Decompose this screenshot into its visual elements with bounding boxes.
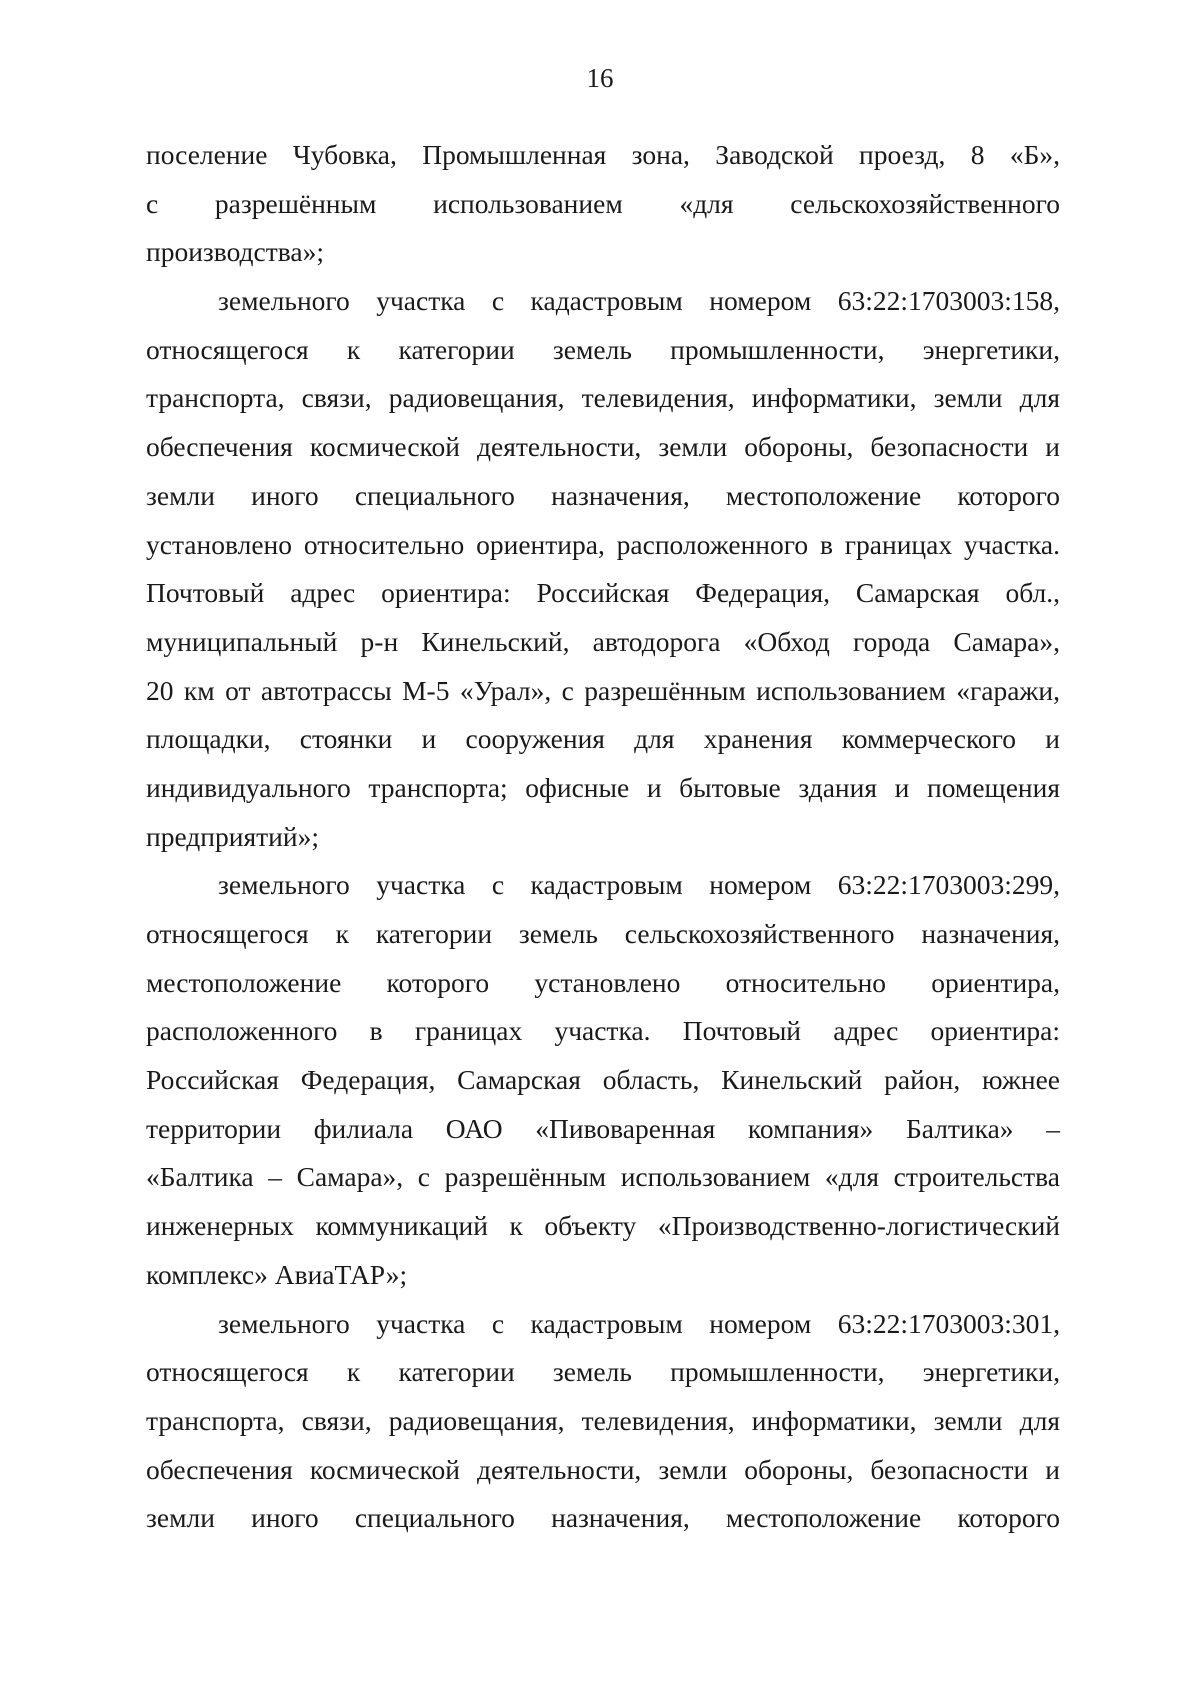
text-line: расположенного в границах участка. Почтовый адрес ориентира: [146, 1015, 1060, 1047]
text-line: обеспечения космической деятельности, земли обороны, безопасности и [146, 1453, 1060, 1485]
text-line: местоположение которого установлено относительно ориентира, [146, 966, 1060, 998]
text-line: территории филиала ОАО «Пивоваренная компания» Балтика» – [146, 1112, 1060, 1144]
text-line: площадки, стоянки и сооружения для хранения коммерческого и [146, 723, 1060, 755]
text-line: относящегося к категории земель промышленности, энергетики, [146, 1356, 1060, 1388]
text-line: земельного участка с кадастровым номером 63:22:1703003:158, [218, 285, 1060, 317]
text-line: транспорта, связи, радиовещания, телевидения, информатики, земли для [146, 1404, 1060, 1436]
text-line: комплекс» АвиаТАР»; [146, 1258, 408, 1290]
text-line: производства»; [146, 236, 324, 268]
text-line: земли иного специального назначения, местоположение которого [146, 479, 1060, 511]
text-line: 20 км от автотрассы М-5 «Урал», с разрешённым использованием «гаражи, [146, 674, 1060, 706]
text-line: предприятий»; [146, 820, 319, 852]
document-body [146, 131, 1060, 1543]
text-line: индивидуального транспорта; офисные и бытовые здания и помещения [146, 771, 1060, 803]
text-line: муниципальный р-н Кинельский, автодорога «Обход города Самара», [146, 625, 1060, 657]
text-line: поселение Чубовка, Промышленная зона, Заводской проезд, 8 «Б», [146, 139, 1060, 170]
text-line: земли иного специального назначения, местоположение которого [146, 1502, 1060, 1534]
text-line: Российская Федерация, Самарская область, Кинельский район, южнее [146, 1064, 1060, 1096]
text-line: земельного участка с кадастровым номером 63:22:1703003:301, [218, 1307, 1060, 1339]
text-line: транспорта, связи, радиовещания, телевидения, информатики, земли для [146, 382, 1060, 414]
text-line: земельного участка с кадастровым номером 63:22:1703003:299, [218, 869, 1060, 901]
text-line: инженерных коммуникаций к объекту «Производственно-логистический [146, 1210, 1060, 1242]
text-line: установлено относительно ориентира, расположенного в границах участка. [146, 528, 1060, 560]
page-number: 16 [586, 63, 614, 93]
text-line: относящегося к категории земель промышленности, энергетики, [146, 333, 1060, 365]
text-line: Почтовый адрес ориентира: Российская Федерация, Самарская обл., [146, 577, 1060, 609]
text-line: «Балтика – Самара», с разрешённым использованием «для строительства [146, 1161, 1060, 1193]
text-line: относящегося к категории земель сельскохозяйственного назначения, [146, 918, 1060, 949]
text-line: с разрешённым использованием «для сельскохозяйственного [146, 187, 1060, 219]
text-line: обеспечения космической деятельности, земли обороны, безопасности и [146, 431, 1060, 463]
